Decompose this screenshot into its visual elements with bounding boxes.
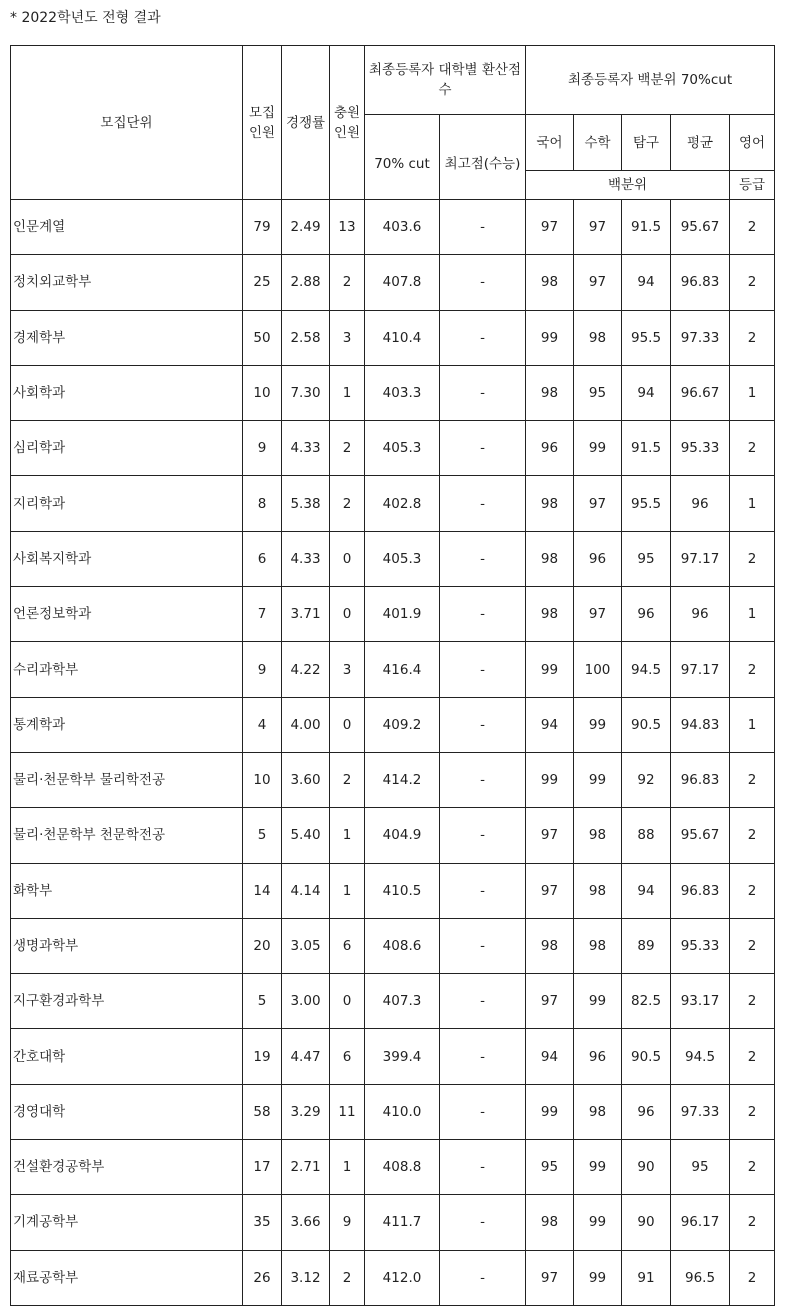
table-row (11, 1029, 775, 1084)
cell-math: 98 (574, 808, 622, 863)
cell-unit: 심리학과 (11, 421, 243, 476)
cell-korean: 99 (526, 1084, 574, 1139)
cell-recruit: 79 (243, 200, 282, 255)
cell-average: 95.67 (671, 200, 730, 255)
cell-competition: 4.33 (282, 421, 330, 476)
cell-unit: 사회복지학과 (11, 531, 243, 586)
cell-recruit: 5 (243, 974, 282, 1029)
cell-recruit: 6 (243, 531, 282, 586)
cell-unit: 화학부 (11, 863, 243, 918)
cell-max-score: - (440, 310, 526, 365)
cell-inquiry: 82.5 (622, 974, 671, 1029)
cell-english: 2 (730, 1084, 775, 1139)
cell-korean: 97 (526, 974, 574, 1029)
cell-recruit: 14 (243, 863, 282, 918)
cell-additional: 9 (330, 1195, 365, 1250)
cell-max-score: - (440, 365, 526, 420)
cell-cut70: 410.5 (365, 863, 440, 918)
cell-competition: 5.40 (282, 808, 330, 863)
cell-english: 2 (730, 531, 775, 586)
cell-additional: 3 (330, 642, 365, 697)
cell-recruit: 4 (243, 697, 282, 752)
cell-math: 96 (574, 1029, 622, 1084)
table-row (11, 863, 775, 918)
cell-max-score: - (440, 697, 526, 752)
cell-math: 97 (574, 200, 622, 255)
cell-english: 2 (730, 974, 775, 1029)
cell-math: 99 (574, 752, 622, 807)
cell-max-score: - (440, 1029, 526, 1084)
header-recruit (243, 46, 282, 200)
cell-additional: 2 (330, 1250, 365, 1305)
cell-unit: 건설환경공학부 (11, 1140, 243, 1195)
cell-unit: 경영대학 (11, 1084, 243, 1139)
cell-cut70: 408.8 (365, 1140, 440, 1195)
cell-english: 1 (730, 365, 775, 420)
cell-average: 96.5 (671, 1250, 730, 1305)
cell-unit: 경제학부 (11, 310, 243, 365)
cell-additional: 2 (330, 255, 365, 310)
header-univ-score-group: 최종등록자 대학별 환산점수 (365, 46, 526, 115)
cell-competition: 3.05 (282, 918, 330, 973)
cell-korean: 98 (526, 531, 574, 586)
cell-english: 1 (730, 587, 775, 642)
cell-cut70: 404.9 (365, 808, 440, 863)
cell-recruit: 7 (243, 587, 282, 642)
header-additional-line1: 충원 (333, 104, 361, 121)
cell-korean: 96 (526, 421, 574, 476)
cell-english: 2 (730, 1029, 775, 1084)
header-grade: 등급 (730, 171, 775, 200)
cell-inquiry: 88 (622, 808, 671, 863)
header-english: 영어 (730, 115, 775, 171)
cell-additional: 2 (330, 421, 365, 476)
cell-cut70: 403.6 (365, 200, 440, 255)
table-row (11, 531, 775, 586)
cell-average: 97.33 (671, 310, 730, 365)
cell-competition: 4.22 (282, 642, 330, 697)
cell-inquiry: 89 (622, 918, 671, 973)
cell-competition: 4.00 (282, 697, 330, 752)
cell-math: 95 (574, 365, 622, 420)
cell-english: 2 (730, 918, 775, 973)
cell-cut70: 405.3 (365, 421, 440, 476)
cell-max-score: - (440, 863, 526, 918)
cell-recruit: 10 (243, 365, 282, 420)
header-inquiry: 탐구 (622, 115, 671, 171)
cell-inquiry: 90 (622, 1140, 671, 1195)
cell-math: 96 (574, 531, 622, 586)
cell-inquiry: 94 (622, 255, 671, 310)
cell-recruit: 10 (243, 752, 282, 807)
cell-recruit: 5 (243, 808, 282, 863)
cell-additional: 0 (330, 531, 365, 586)
cell-math: 100 (574, 642, 622, 697)
cell-inquiry: 96 (622, 1084, 671, 1139)
cell-math: 99 (574, 974, 622, 1029)
table-row (11, 1195, 775, 1250)
cell-competition: 3.60 (282, 752, 330, 807)
cell-inquiry: 94.5 (622, 642, 671, 697)
cell-average: 93.17 (671, 974, 730, 1029)
cell-competition: 3.71 (282, 587, 330, 642)
cell-additional: 6 (330, 918, 365, 973)
cell-inquiry: 96 (622, 587, 671, 642)
header-percentile: 백분위 (526, 171, 730, 200)
cell-competition: 2.71 (282, 1140, 330, 1195)
cell-unit: 물리·천문학부 물리학전공 (11, 752, 243, 807)
cell-additional: 1 (330, 365, 365, 420)
cell-cut70: 411.7 (365, 1195, 440, 1250)
cell-inquiry: 91.5 (622, 421, 671, 476)
cell-english: 2 (730, 310, 775, 365)
cell-inquiry: 90.5 (622, 697, 671, 752)
cell-additional: 2 (330, 752, 365, 807)
cell-competition: 3.66 (282, 1195, 330, 1250)
cell-korean: 98 (526, 365, 574, 420)
table-row (11, 808, 775, 863)
cell-max-score: - (440, 1195, 526, 1250)
cell-inquiry: 95.5 (622, 476, 671, 531)
cell-english: 1 (730, 697, 775, 752)
cell-english: 2 (730, 255, 775, 310)
cell-recruit: 50 (243, 310, 282, 365)
header-competition: 경쟁률 (282, 46, 330, 200)
cell-unit: 통계학과 (11, 697, 243, 752)
cell-korean: 98 (526, 587, 574, 642)
cell-korean: 94 (526, 1029, 574, 1084)
cell-recruit: 35 (243, 1195, 282, 1250)
cell-max-score: - (440, 808, 526, 863)
cell-average: 95 (671, 1140, 730, 1195)
cell-cut70: 414.2 (365, 752, 440, 807)
cell-unit: 재료공학부 (11, 1250, 243, 1305)
cell-english: 2 (730, 421, 775, 476)
cell-additional: 13 (330, 200, 365, 255)
table-row (11, 310, 775, 365)
cell-recruit: 20 (243, 918, 282, 973)
table-row (11, 255, 775, 310)
cell-korean: 97 (526, 200, 574, 255)
cell-recruit: 19 (243, 1029, 282, 1084)
cell-math: 98 (574, 863, 622, 918)
cell-cut70: 403.3 (365, 365, 440, 420)
cell-additional: 2 (330, 476, 365, 531)
header-percentile-group: 최종등록자 백분위 70%cut (526, 46, 775, 115)
cell-english: 2 (730, 200, 775, 255)
header-unit: 모집단위 (11, 46, 243, 200)
cell-cut70: 410.4 (365, 310, 440, 365)
cell-max-score: - (440, 255, 526, 310)
cell-english: 1 (730, 476, 775, 531)
table-row (11, 974, 775, 1029)
cell-additional: 3 (330, 310, 365, 365)
header-recruit-line2: 인원 (248, 124, 276, 141)
cell-unit: 정치외교학부 (11, 255, 243, 310)
cell-additional: 1 (330, 1140, 365, 1195)
cell-additional: 0 (330, 974, 365, 1029)
header-math: 수학 (574, 115, 622, 171)
cell-competition: 3.29 (282, 1084, 330, 1139)
cell-recruit: 25 (243, 255, 282, 310)
table-row (11, 1140, 775, 1195)
cell-inquiry: 92 (622, 752, 671, 807)
cell-cut70: 407.8 (365, 255, 440, 310)
cell-average: 96.17 (671, 1195, 730, 1250)
cell-max-score: - (440, 918, 526, 973)
cell-english: 2 (730, 1140, 775, 1195)
cell-additional: 1 (330, 863, 365, 918)
cell-math: 97 (574, 255, 622, 310)
table-row (11, 200, 775, 255)
cell-korean: 98 (526, 255, 574, 310)
cell-cut70: 412.0 (365, 1250, 440, 1305)
cell-math: 97 (574, 587, 622, 642)
cell-average: 94.5 (671, 1029, 730, 1084)
cell-recruit: 58 (243, 1084, 282, 1139)
cell-unit: 지구환경과학부 (11, 974, 243, 1029)
header-korean: 국어 (526, 115, 574, 171)
cell-inquiry: 95.5 (622, 310, 671, 365)
cell-recruit: 26 (243, 1250, 282, 1305)
cell-korean: 95 (526, 1140, 574, 1195)
cell-math: 98 (574, 1084, 622, 1139)
results-table (10, 45, 775, 1306)
cell-competition: 2.49 (282, 200, 330, 255)
cell-max-score: - (440, 974, 526, 1029)
header-recruit-line1: 모집 (248, 104, 276, 121)
cell-unit: 물리·천문학부 천문학전공 (11, 808, 243, 863)
cell-max-score: - (440, 200, 526, 255)
cell-competition: 3.00 (282, 974, 330, 1029)
cell-recruit: 17 (243, 1140, 282, 1195)
cell-unit: 생명과학부 (11, 918, 243, 973)
cell-average: 97.17 (671, 642, 730, 697)
table-row (11, 1250, 775, 1305)
cell-unit: 수리과학부 (11, 642, 243, 697)
cell-cut70: 407.3 (365, 974, 440, 1029)
header-additional-line2: 인원 (333, 124, 361, 141)
cell-competition: 2.88 (282, 255, 330, 310)
cell-average: 96.83 (671, 863, 730, 918)
cell-english: 2 (730, 642, 775, 697)
cell-additional: 6 (330, 1029, 365, 1084)
cell-additional: 0 (330, 697, 365, 752)
cell-korean: 99 (526, 752, 574, 807)
cell-average: 96.83 (671, 255, 730, 310)
cell-unit: 인문계열 (11, 200, 243, 255)
page-title: * 2022학년도 전형 결과 (10, 10, 161, 26)
header-max-score: 최고점(수능) (440, 115, 526, 200)
cell-average: 96 (671, 476, 730, 531)
cell-math: 98 (574, 310, 622, 365)
header-average: 평균 (671, 115, 730, 171)
cell-competition: 7.30 (282, 365, 330, 420)
cell-cut70: 405.3 (365, 531, 440, 586)
cell-unit: 지리학과 (11, 476, 243, 531)
cell-average: 96.83 (671, 752, 730, 807)
cell-math: 99 (574, 1140, 622, 1195)
cell-unit: 언론정보학과 (11, 587, 243, 642)
cell-max-score: - (440, 587, 526, 642)
cell-max-score: - (440, 531, 526, 586)
table-row (11, 752, 775, 807)
cell-average: 94.83 (671, 697, 730, 752)
cell-math: 99 (574, 697, 622, 752)
cell-korean: 94 (526, 697, 574, 752)
cell-competition: 4.47 (282, 1029, 330, 1084)
cell-max-score: - (440, 1250, 526, 1305)
cell-additional: 0 (330, 587, 365, 642)
cell-korean: 98 (526, 1195, 574, 1250)
cell-max-score: - (440, 642, 526, 697)
cell-korean: 98 (526, 918, 574, 973)
cell-max-score: - (440, 421, 526, 476)
cell-cut70: 416.4 (365, 642, 440, 697)
cell-english: 2 (730, 808, 775, 863)
cell-inquiry: 95 (622, 531, 671, 586)
header-cut70: 70% cut (365, 115, 440, 200)
cell-cut70: 408.6 (365, 918, 440, 973)
cell-english: 2 (730, 1250, 775, 1305)
cell-competition: 4.33 (282, 531, 330, 586)
cell-korean: 97 (526, 808, 574, 863)
table-row (11, 587, 775, 642)
cell-unit: 기계공학부 (11, 1195, 243, 1250)
cell-average: 97.17 (671, 531, 730, 586)
cell-recruit: 8 (243, 476, 282, 531)
cell-cut70: 402.8 (365, 476, 440, 531)
table-row (11, 1084, 775, 1139)
cell-english: 2 (730, 1195, 775, 1250)
cell-competition: 4.14 (282, 863, 330, 918)
cell-cut70: 410.0 (365, 1084, 440, 1139)
cell-unit: 사회학과 (11, 365, 243, 420)
cell-math: 97 (574, 476, 622, 531)
cell-average: 96.67 (671, 365, 730, 420)
cell-inquiry: 91.5 (622, 200, 671, 255)
cell-cut70: 401.9 (365, 587, 440, 642)
cell-inquiry: 90.5 (622, 1029, 671, 1084)
cell-max-score: - (440, 476, 526, 531)
table-row (11, 365, 775, 420)
cell-competition: 3.12 (282, 1250, 330, 1305)
cell-average: 95.33 (671, 421, 730, 476)
cell-math: 99 (574, 421, 622, 476)
cell-inquiry: 90 (622, 1195, 671, 1250)
cell-english: 2 (730, 752, 775, 807)
cell-korean: 99 (526, 310, 574, 365)
table-row (11, 421, 775, 476)
cell-recruit: 9 (243, 642, 282, 697)
cell-math: 98 (574, 918, 622, 973)
cell-inquiry: 91 (622, 1250, 671, 1305)
cell-competition: 2.58 (282, 310, 330, 365)
cell-max-score: - (440, 1084, 526, 1139)
table-row (11, 697, 775, 752)
cell-additional: 1 (330, 808, 365, 863)
table-header (11, 46, 775, 200)
cell-average: 95.33 (671, 918, 730, 973)
cell-competition: 5.38 (282, 476, 330, 531)
cell-cut70: 399.4 (365, 1029, 440, 1084)
cell-korean: 98 (526, 476, 574, 531)
cell-math: 99 (574, 1195, 622, 1250)
cell-english: 2 (730, 863, 775, 918)
cell-additional: 11 (330, 1084, 365, 1139)
cell-unit: 간호대학 (11, 1029, 243, 1084)
cell-recruit: 9 (243, 421, 282, 476)
table-row (11, 642, 775, 697)
cell-inquiry: 94 (622, 365, 671, 420)
cell-cut70: 409.2 (365, 697, 440, 752)
cell-math: 99 (574, 1250, 622, 1305)
cell-korean: 97 (526, 1250, 574, 1305)
cell-max-score: - (440, 1140, 526, 1195)
cell-korean: 97 (526, 863, 574, 918)
cell-korean: 99 (526, 642, 574, 697)
cell-inquiry: 94 (622, 863, 671, 918)
header-additional (330, 46, 365, 200)
cell-average: 96 (671, 587, 730, 642)
table-row (11, 476, 775, 531)
cell-average: 95.67 (671, 808, 730, 863)
table-body (11, 200, 775, 1306)
table-row (11, 918, 775, 973)
cell-average: 97.33 (671, 1084, 730, 1139)
cell-max-score: - (440, 752, 526, 807)
